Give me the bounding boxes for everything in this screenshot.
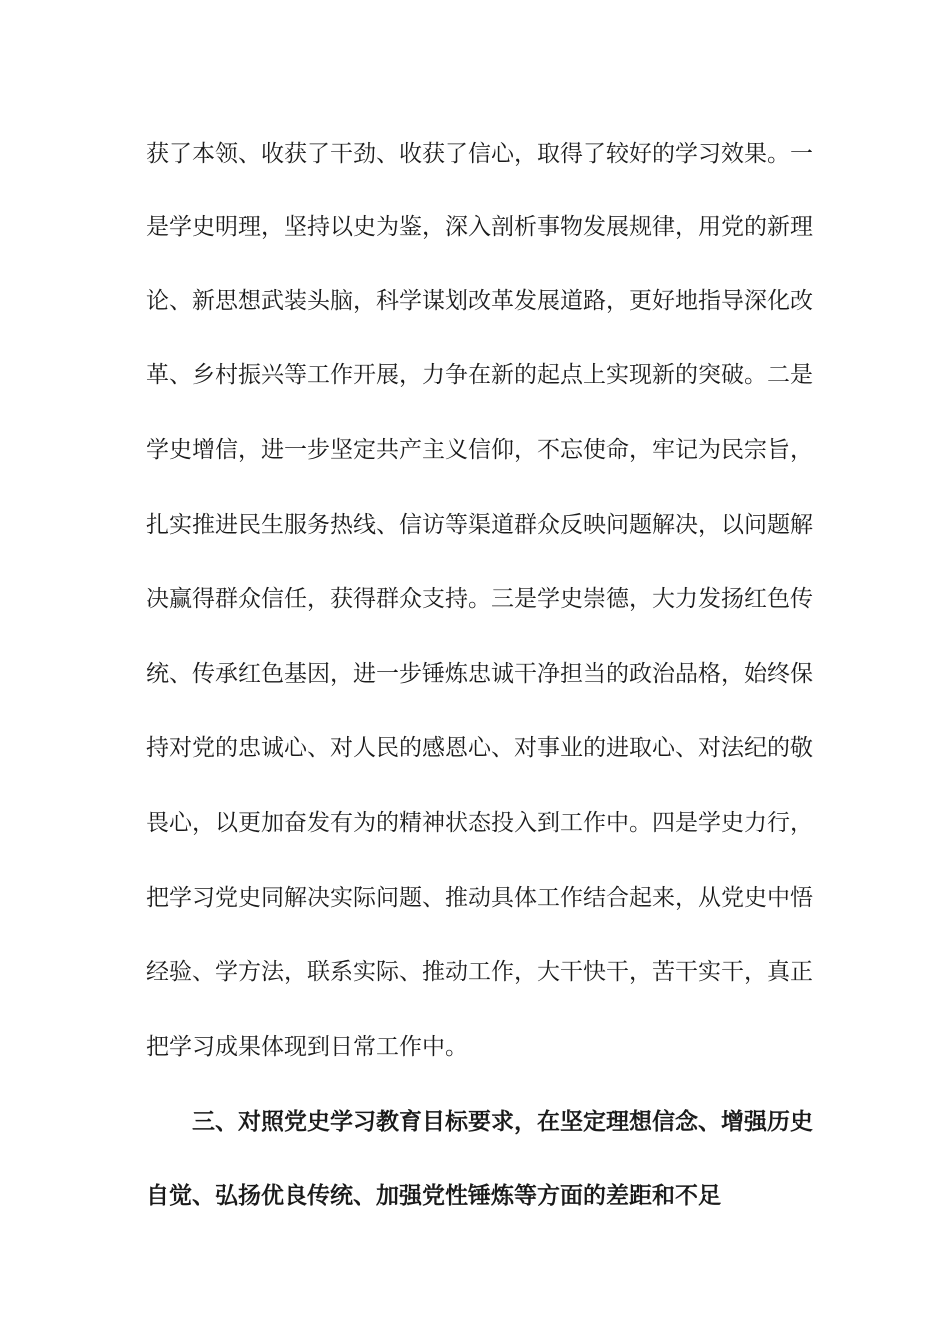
paragraph-line: 把学习党史同解决实际问题、推动具体工作结合起来，从党史中悟 — [146, 885, 813, 911]
paragraph-line: 革、乡村振兴等工作开展，力争在新的起点上实现新的突破。二是 — [146, 362, 813, 388]
paragraph-line: 把学习成果体现到日常工作中。 — [146, 1034, 468, 1060]
section-heading-line: 三、对照党史学习教育目标要求，在坚定理想信念、增强历史 — [192, 1109, 813, 1135]
paragraph-line: 论、新思想武装头脑，科学谋划改革发展道路，更好地指导深化改 — [146, 288, 813, 314]
paragraph-line: 学史增信，进一步坚定共产主义信仰，不忘使命，牢记为民宗旨， — [146, 437, 813, 463]
section-heading-line: 自觉、弘扬优良传统、加强党性锤炼等方面的差距和不足 — [146, 1183, 721, 1209]
paragraph-line: 决赢得群众信任，获得群众支持。三是学史崇德，大力发扬红色传 — [146, 586, 813, 612]
paragraph-line: 畏心，以更加奋发有为的精神状态投入到工作中。四是学史力行， — [146, 810, 813, 836]
paragraph-line: 经验、学方法，联系实际、推动工作，大干快干，苦干实干，真正 — [146, 959, 813, 985]
paragraph-line: 扎实推进民生服务热线、信访等渠道群众反映问题解决，以问题解 — [146, 512, 813, 538]
paragraph-line: 持对党的忠诚心、对人民的感恩心、对事业的进取心、对法纪的敬 — [146, 735, 813, 761]
paragraph-line: 获了本领、收获了干劲、收获了信心，取得了较好的学习效果。一 — [146, 141, 813, 167]
paragraph-line: 是学史明理，坚持以史为鉴，深入剖析事物发展规律，用党的新理 — [146, 214, 813, 240]
paragraph-line: 统、传承红色基因，进一步锤炼忠诚干净担当的政治品格，始终保 — [146, 661, 813, 687]
